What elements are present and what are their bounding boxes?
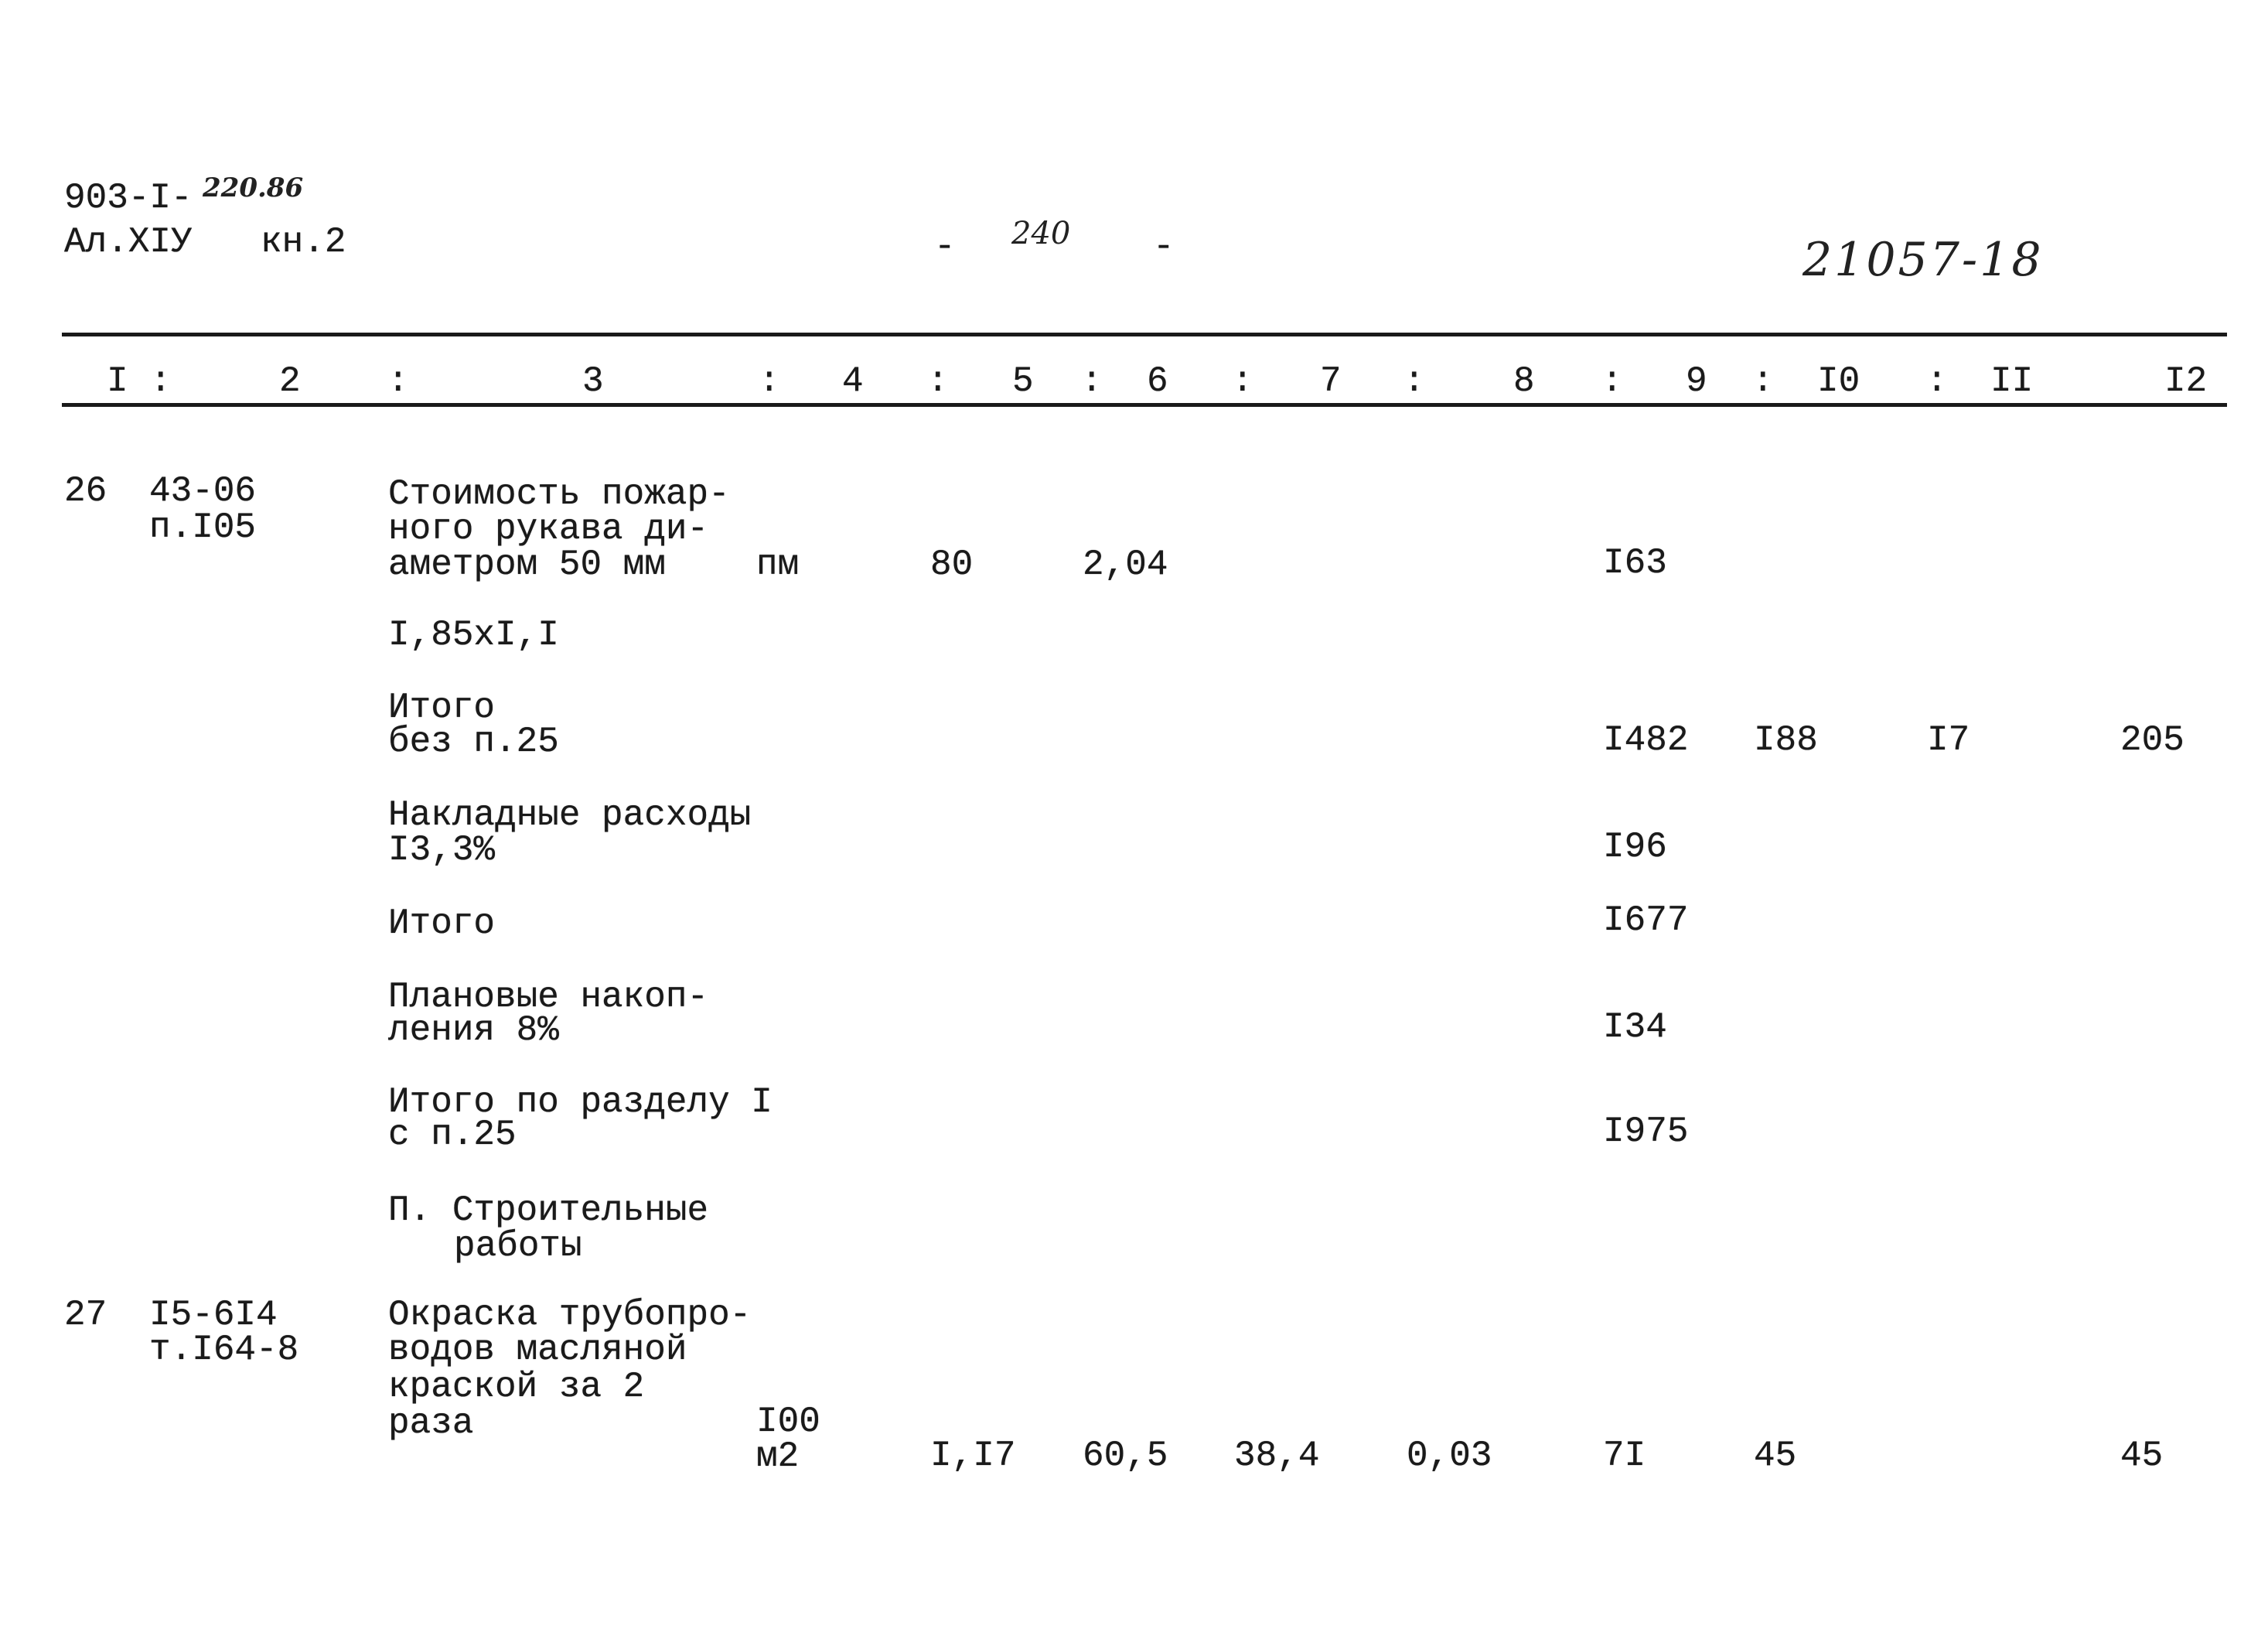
column-label-10: I0 [1817,361,1860,401]
column-label-11: II [1990,361,2034,401]
rate-code-line: т.I64-8 [149,1330,299,1370]
column-separator: : [927,361,949,401]
description-line: без п.25 [388,722,559,762]
column-separator: : [1403,361,1425,401]
column-label-1: I [107,361,128,401]
column-label-5: 5 [1012,361,1034,401]
cell-col-10: 45 [1754,1436,1797,1476]
section-title-line: П. Строительные [388,1190,709,1231]
document-code-handwritten: 220.86 [203,172,304,203]
description-line: Итого [388,903,496,944]
cell-col-8: 0,03 [1407,1436,1492,1476]
column-separator: : [1232,361,1253,401]
cell-col-9: I975 [1603,1112,1689,1152]
cell-col-12: 205 [2120,720,2184,760]
album-label: Ал.XIУ [64,222,193,262]
cell-col-9: I34 [1603,1007,1667,1047]
rate-code-line: 43-06 [149,471,257,511]
page-number-dash-left: - [934,227,956,267]
cell-col-11: I7 [1927,720,1970,760]
cell-col-12: 45 [2120,1436,2164,1476]
cell-col-4: пм [756,545,800,585]
section-title-line: работы [454,1226,582,1266]
description-line: аметром 50 мм [388,545,666,585]
cell-col-4: м2 [756,1436,800,1477]
description-line: Итого [388,688,496,728]
column-label-8: 8 [1513,361,1535,401]
page-number-dash-right: - [1153,227,1175,267]
description-line: Окраска трубопро- [388,1295,752,1335]
description-line: раза [388,1403,474,1443]
cell-col-4: I00 [756,1402,820,1442]
header-top-rule [62,333,2227,336]
description-line: Накладные расходы [388,795,752,835]
cell-col-9: I482 [1603,720,1689,760]
row-number: 27 [64,1295,107,1335]
column-label-2: 2 [279,361,301,401]
column-separator: : [1926,361,1948,401]
description-line: Стоимость пожар- [388,474,730,514]
cell-col-5: I,I7 [930,1436,1016,1476]
cell-col-6: 60,5 [1083,1436,1168,1476]
cell-col-9: I63 [1603,543,1667,583]
description-line: I3,3% [388,830,496,870]
description-line: I,85xI,I [388,615,559,655]
column-label-7: 7 [1320,361,1342,401]
description-line: ного рукава ди- [388,509,709,549]
cell-col-5: 80 [930,545,974,585]
column-separator: : [387,361,409,401]
column-separator: : [1752,361,1774,401]
description-line: Плановые накоп- [388,977,709,1017]
cell-col-9: 7I [1603,1436,1646,1476]
row-number: 26 [64,471,107,511]
column-label-4: 4 [842,361,864,401]
column-label-12: I2 [2164,361,2208,401]
column-label-3: 3 [582,361,604,401]
document-code: 903-I- [64,178,193,218]
column-separator: : [759,361,780,401]
description-line: с п.25 [388,1115,517,1155]
cell-col-6: 2,04 [1083,545,1168,585]
description-line: ления 8% [388,1010,559,1050]
column-separator: : [150,361,172,401]
cell-col-9: I677 [1603,900,1689,941]
column-label-6: 6 [1147,361,1168,401]
cell-col-10: I88 [1754,720,1818,760]
page-number: 240 [1011,216,1071,251]
rate-code-line: I5-6I4 [149,1295,278,1335]
description-line: водов масляной [388,1330,687,1370]
description-line: краской за 2 [388,1367,645,1407]
column-label-9: 9 [1686,361,1707,401]
rate-code-line: п.I05 [149,507,257,548]
sheet-code: 21057-18 [1802,233,2044,287]
cell-col-7: 38,4 [1234,1436,1320,1476]
column-separator: : [1601,361,1623,401]
column-separator: : [1081,361,1103,401]
book-label: кн.2 [261,222,346,262]
description-line: Итого по разделу I [388,1082,772,1122]
header-bottom-rule [62,403,2227,407]
cell-col-9: I96 [1603,827,1667,867]
